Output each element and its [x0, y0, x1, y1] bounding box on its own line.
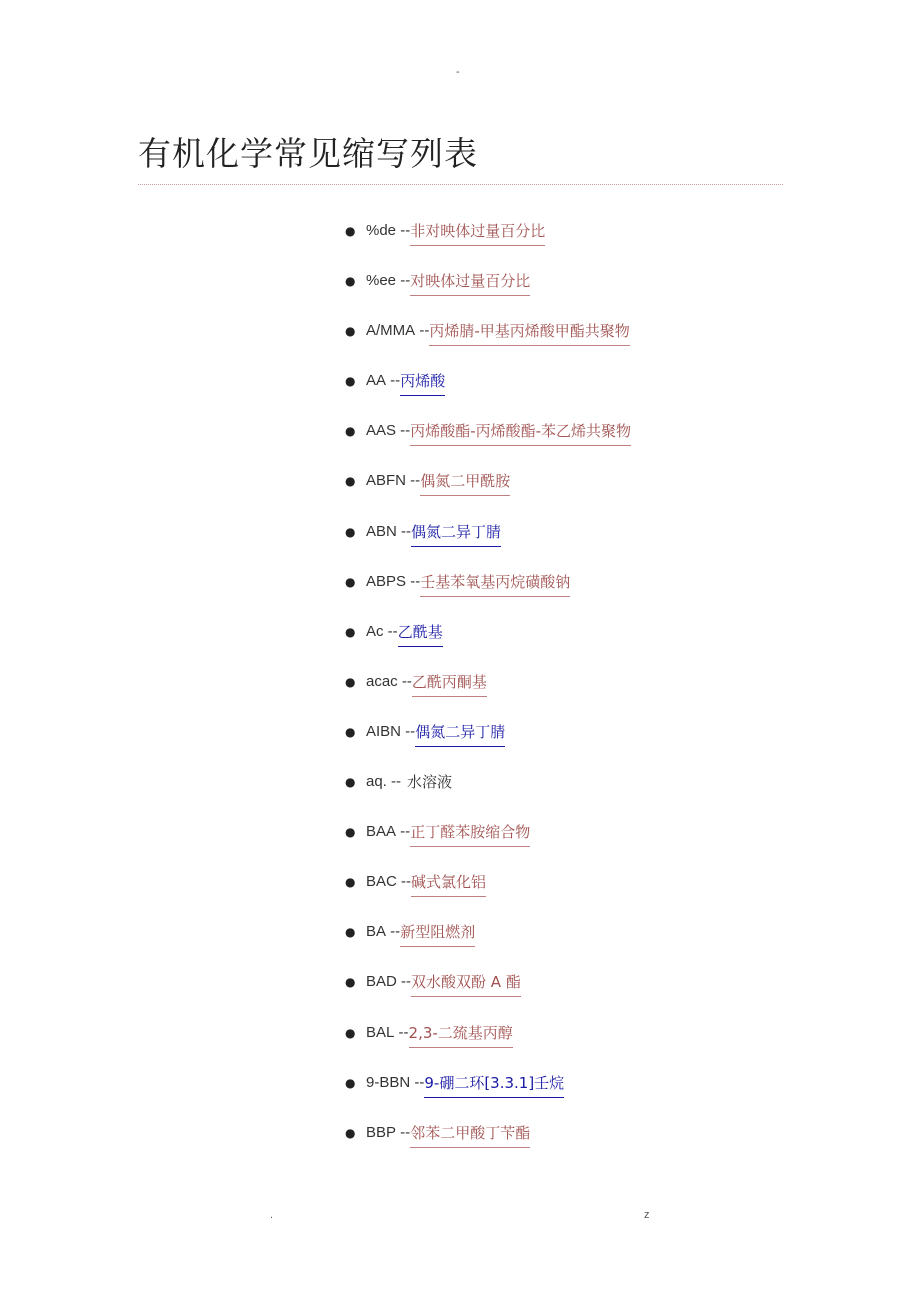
meaning-link[interactable]: 正丁醛苯胺缩合物	[410, 819, 530, 847]
separator: --	[396, 222, 411, 239]
bullet-icon: ●	[345, 524, 356, 539]
bullet-icon: ●	[345, 825, 356, 840]
meaning-link[interactable]: 丙烯酸酯-丙烯酸酯-苯乙烯共聚物	[410, 418, 631, 446]
list-item	[345, 418, 631, 468]
meaning-link[interactable]: 2,3-二巯基丙醇	[409, 1020, 513, 1048]
separator: --	[396, 422, 411, 440]
meaning-link[interactable]: 9-硼二环[3.3.1]壬烷	[424, 1070, 564, 1098]
abbreviation-term: BAD	[366, 973, 397, 991]
bullet-icon: ●	[345, 1125, 356, 1140]
list-item	[345, 819, 631, 869]
bullet-icon: ●	[345, 875, 356, 890]
meaning-link[interactable]: 偶氮二异丁腈	[411, 519, 501, 547]
separator: --	[410, 1073, 425, 1091]
meaning-link[interactable]: 偶氮二异丁腈	[415, 719, 505, 747]
bullet-icon: ●	[345, 674, 356, 689]
abbreviation-term: BAC	[366, 873, 397, 891]
separator: --	[386, 773, 402, 791]
abbreviation-term: acac	[366, 672, 398, 690]
abbreviation-term: ABPS	[366, 572, 407, 590]
meaning-link[interactable]: 对映体过量百分比	[410, 268, 530, 296]
meaning-link[interactable]: 新型阻燃剂	[400, 919, 475, 947]
separator: --	[397, 672, 412, 690]
meaning-link[interactable]: 乙酰丙酮基	[412, 669, 487, 697]
bullet-icon: ●	[345, 1075, 356, 1090]
list-item	[345, 318, 631, 368]
meaning-link[interactable]: 乙酰基	[398, 619, 443, 647]
abbreviation-term: AIBN	[366, 722, 402, 740]
list-item	[345, 969, 631, 1019]
separator: --	[396, 973, 412, 991]
separator: --	[406, 572, 421, 590]
abbreviation-term: BBP	[366, 1123, 397, 1141]
bullet-icon: ●	[345, 775, 356, 790]
separator: --	[386, 372, 401, 390]
separator: --	[415, 322, 430, 340]
abbreviation-term: aq.	[366, 773, 387, 791]
list-item	[345, 368, 631, 418]
bullet-icon: ●	[345, 224, 356, 238]
bullet-icon: ●	[345, 374, 356, 389]
separator: --	[396, 272, 411, 290]
list-item	[345, 268, 631, 318]
meaning-link[interactable]: 丙烯腈-甲基丙烯酸甲酯共聚物	[429, 318, 629, 346]
list-item	[345, 869, 631, 919]
meaning-link[interactable]: 偶氮二甲酰胺	[420, 468, 510, 496]
footer-left-mark: .	[270, 1209, 274, 1221]
bullet-icon: ●	[345, 925, 356, 940]
bullet-icon: ●	[345, 574, 356, 589]
meaning-link[interactable]: 非对映体过量百分比	[410, 218, 545, 246]
list-item	[345, 1070, 631, 1120]
separator: --	[401, 722, 416, 740]
bullet-icon: ●	[345, 324, 356, 339]
meaning-link[interactable]: 邻苯二甲酸丁苄酯	[410, 1120, 530, 1148]
separator: --	[406, 472, 421, 490]
abbreviation-term: BAA	[366, 823, 397, 841]
abbreviation-term: Ac	[366, 622, 384, 640]
separator: --	[394, 1023, 409, 1041]
bullet-icon: ●	[345, 724, 356, 739]
separator: --	[386, 923, 401, 941]
abbreviation-term: ABN	[366, 522, 397, 540]
bullet-icon: ●	[345, 1025, 356, 1040]
separator: --	[396, 1123, 411, 1141]
abbreviation-term: 9-BBN	[366, 1073, 411, 1091]
meaning-link[interactable]: 丙烯酸	[400, 368, 445, 396]
bullet-icon: ●	[345, 474, 356, 489]
abbreviation-term: BA	[366, 923, 387, 941]
list-item	[345, 719, 631, 769]
list-item	[345, 569, 631, 619]
abbreviation-term: ABFN	[366, 472, 407, 490]
list-item	[345, 519, 631, 569]
list-item	[345, 1020, 631, 1070]
bullet-icon: ●	[345, 624, 356, 639]
separator: --	[396, 522, 412, 540]
list-item	[345, 1120, 631, 1170]
page-title: 有机化学常见缩写列表	[138, 134, 478, 173]
separator: --	[396, 823, 411, 841]
bullet-icon: ●	[345, 274, 356, 289]
list-item	[345, 669, 631, 719]
title-divider	[138, 184, 783, 185]
separator: --	[383, 622, 398, 640]
abbreviation-term: AAS	[366, 422, 397, 440]
abbreviation-term: A/MMA	[366, 322, 416, 340]
list-item	[345, 769, 631, 819]
bullet-icon: ●	[345, 975, 356, 990]
footer-right-mark: z	[644, 1209, 650, 1221]
separator: --	[396, 873, 412, 891]
abbreviation-term: %ee	[366, 272, 397, 290]
meaning-link[interactable]: 壬基苯氧基丙烷磺酸钠	[420, 569, 570, 597]
abbreviation-term: %de	[366, 222, 397, 239]
bullet-icon: ●	[345, 424, 356, 439]
meaning-link[interactable]: 双水酸双酚 A 酯	[411, 969, 521, 997]
abbreviation-term: AA	[366, 372, 387, 390]
list-item	[345, 468, 631, 518]
abbreviation-term: BAL	[366, 1023, 395, 1041]
header-mark: -	[456, 66, 460, 78]
list-item	[345, 218, 631, 268]
meaning-text: 水溶液	[407, 773, 453, 792]
meaning-link[interactable]: 碱式氯化铝	[411, 869, 486, 897]
list-item	[345, 919, 631, 969]
list-item	[345, 619, 631, 669]
abbreviation-list	[345, 218, 631, 1170]
